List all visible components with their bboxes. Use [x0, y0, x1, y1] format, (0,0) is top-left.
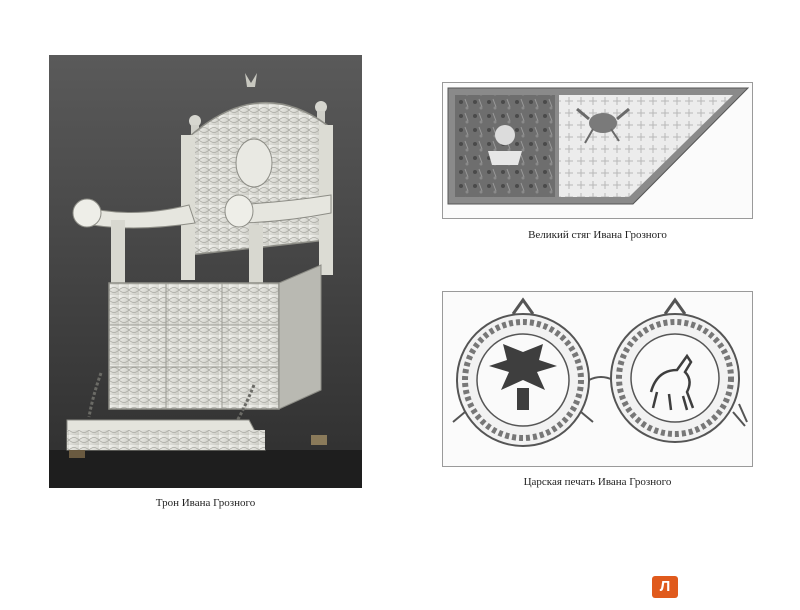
seal-illustration [443, 292, 752, 466]
brand-logo: Л [652, 576, 678, 598]
seal-caption: Царская печать Ивана Грозного [523, 476, 672, 488]
banner-figure [442, 82, 753, 219]
seal-obverse [453, 300, 593, 446]
throne-illustration [49, 55, 362, 488]
banner-caption: Великий стяг Ивана Грозного [528, 229, 667, 241]
seal-figure [442, 291, 753, 467]
throne-photo [49, 55, 362, 488]
seal-reverse [611, 300, 747, 442]
banner-illustration [443, 83, 752, 218]
throne-caption: Трон Ивана Грозного [155, 497, 256, 509]
